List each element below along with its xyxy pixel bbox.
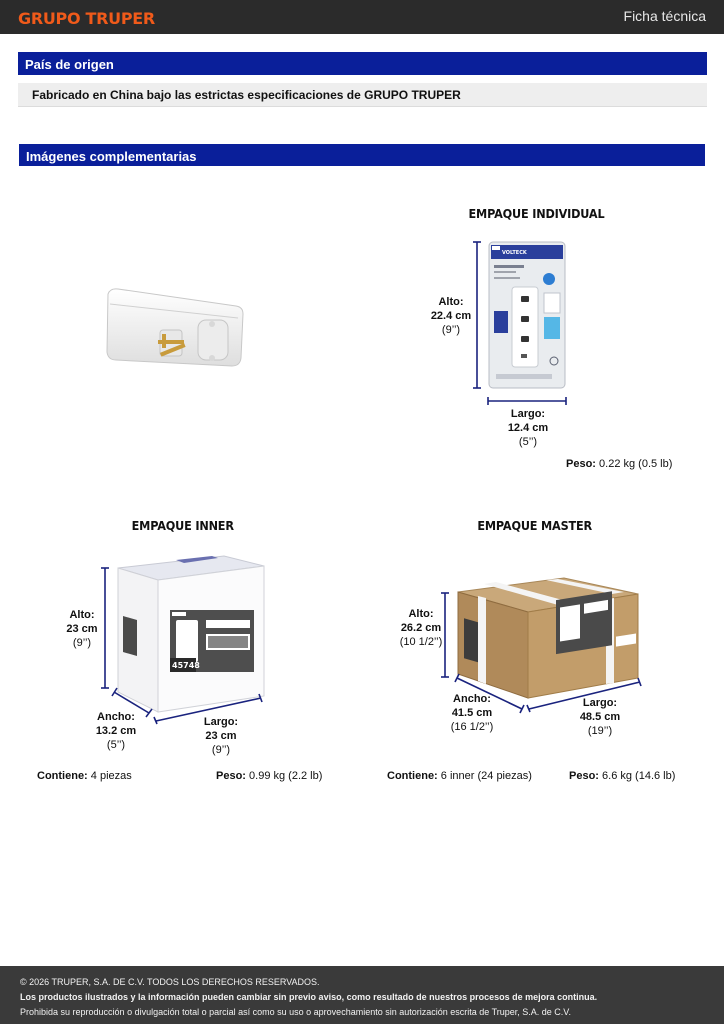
inner-package-title: EMPAQUE INNER (131, 518, 234, 533)
master-width-label: Ancho: 41.5 cm (16 1/2’’) (450, 693, 494, 733)
individual-package-image (488, 241, 566, 389)
individual-length-line (487, 396, 567, 406)
individual-weight: Peso: 0.22 kg (0.5 lb) (566, 458, 673, 470)
images-section-title: Imágenes complementarias (19, 144, 705, 166)
master-contents: Contiene: 6 inner (24 piezas) (387, 770, 532, 782)
product-image (100, 282, 250, 377)
origin-section-title: País de origen (18, 52, 707, 75)
master-weight: Peso: 6.6 kg (14.6 lb) (569, 770, 676, 782)
individual-length-label: Largo: 12.4 cm (5’’) (507, 408, 549, 448)
inner-weight: Peso: 0.99 kg (2.2 lb) (216, 770, 323, 782)
footer-prohibition: Prohibida su reproducción o divulgación total o parcial así como su uso o aprovechamiento sin autorización escrita de Truper, S.A. de C.V. (20, 1007, 571, 1017)
top-bar (0, 0, 724, 34)
brand-logo: GRUPO TRUPER (18, 9, 155, 28)
package-brand: VOLTECK (502, 250, 527, 256)
footer (0, 966, 724, 1024)
footer-disclaimer: Los productos ilustrados y la información pueden cambiar sin previo aviso, como resultado de nuestros procesos de mejora continua. (20, 992, 598, 1002)
master-package-title: EMPAQUE MASTER (477, 518, 592, 533)
footer-copyright: © 2026 TRUPER, S.A. DE C.V. TODOS LOS DERECHOS RESERVADOS. (20, 977, 320, 987)
master-height-label: Alto: 26.2 cm (10 1/2’’) (399, 608, 443, 648)
origin-text: Fabricado en China bajo las estrictas especificaciones de GRUPO TRUPER (18, 83, 707, 107)
inner-height-label: Alto: 23 cm (9’’) (66, 609, 98, 649)
inner-box-code: 45748 (172, 661, 200, 670)
individual-package-title: EMPAQUE INDIVIDUAL (468, 206, 605, 221)
master-length-label: Largo: 48.5 cm (19’’) (579, 697, 621, 737)
inner-contents: Contiene: 4 piezas (37, 770, 132, 782)
inner-width-label: Ancho: 13.2 cm (5’’) (95, 711, 137, 751)
inner-length-label: Largo: 23 cm (9’’) (203, 716, 239, 756)
document-type: Ficha técnica (623, 8, 706, 24)
individual-height-label: Alto: 22.4 cm (9’’) (430, 296, 472, 336)
